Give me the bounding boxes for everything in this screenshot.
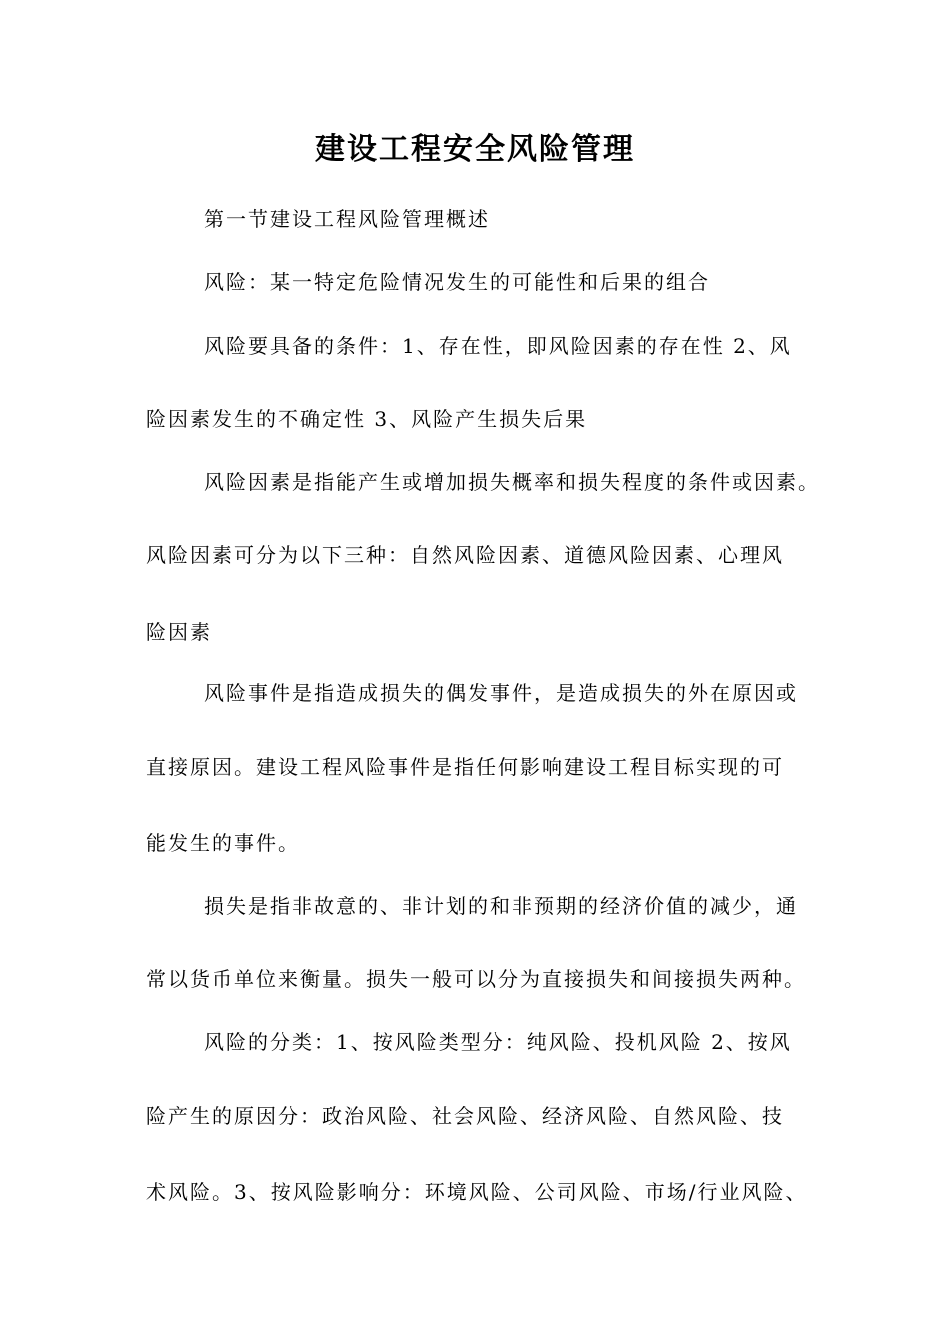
paragraph-line: 风险事件是指造成损失的偶发事件，是造成损失的外在原因或 [204,681,798,705]
paragraph-line: 风险：某一特定危险情况发生的可能性和后果的组合 [204,270,710,294]
paragraph-line: 风险因素是指能产生或增加损失概率和损失程度的条件或因素。 [204,470,820,494]
paragraph-line: 损失是指非故意的、非计划的和非预期的经济价值的减少，通 [204,894,798,918]
paragraph-line: 术风险。3、按风险影响分：环境风险、公司风险、市场/行业风险、 [146,1180,808,1204]
paragraph-line: 能发生的事件。 [146,831,300,855]
paragraph-line: 常以货币单位来衡量。损失一般可以分为直接损失和间接损失两种。 [146,967,806,991]
paragraph-line: 风险因素可分为以下三种：自然风险因素、道德风险因素、心理风 [146,543,784,567]
section-heading: 第一节建设工程风险管理概述 [204,207,490,231]
page-title: 建设工程安全风险管理 [315,132,635,167]
paragraph-line: 风险的分类：1、按风险类型分：纯风险、投机风险 2、按风 [204,1030,792,1054]
paragraph-line: 风险要具备的条件：1、存在性，即风险因素的存在性 2、风 [204,334,792,358]
paragraph-line: 险因素 [146,620,212,644]
paragraph-line: 直接原因。建设工程风险事件是指任何影响建设工程目标实现的可 [146,755,784,779]
paragraph-line: 险产生的原因分：政治风险、社会风险、经济风险、自然风险、技 [146,1104,784,1128]
paragraph-line: 险因素发生的不确定性 3、风险产生损失后果 [146,407,588,431]
